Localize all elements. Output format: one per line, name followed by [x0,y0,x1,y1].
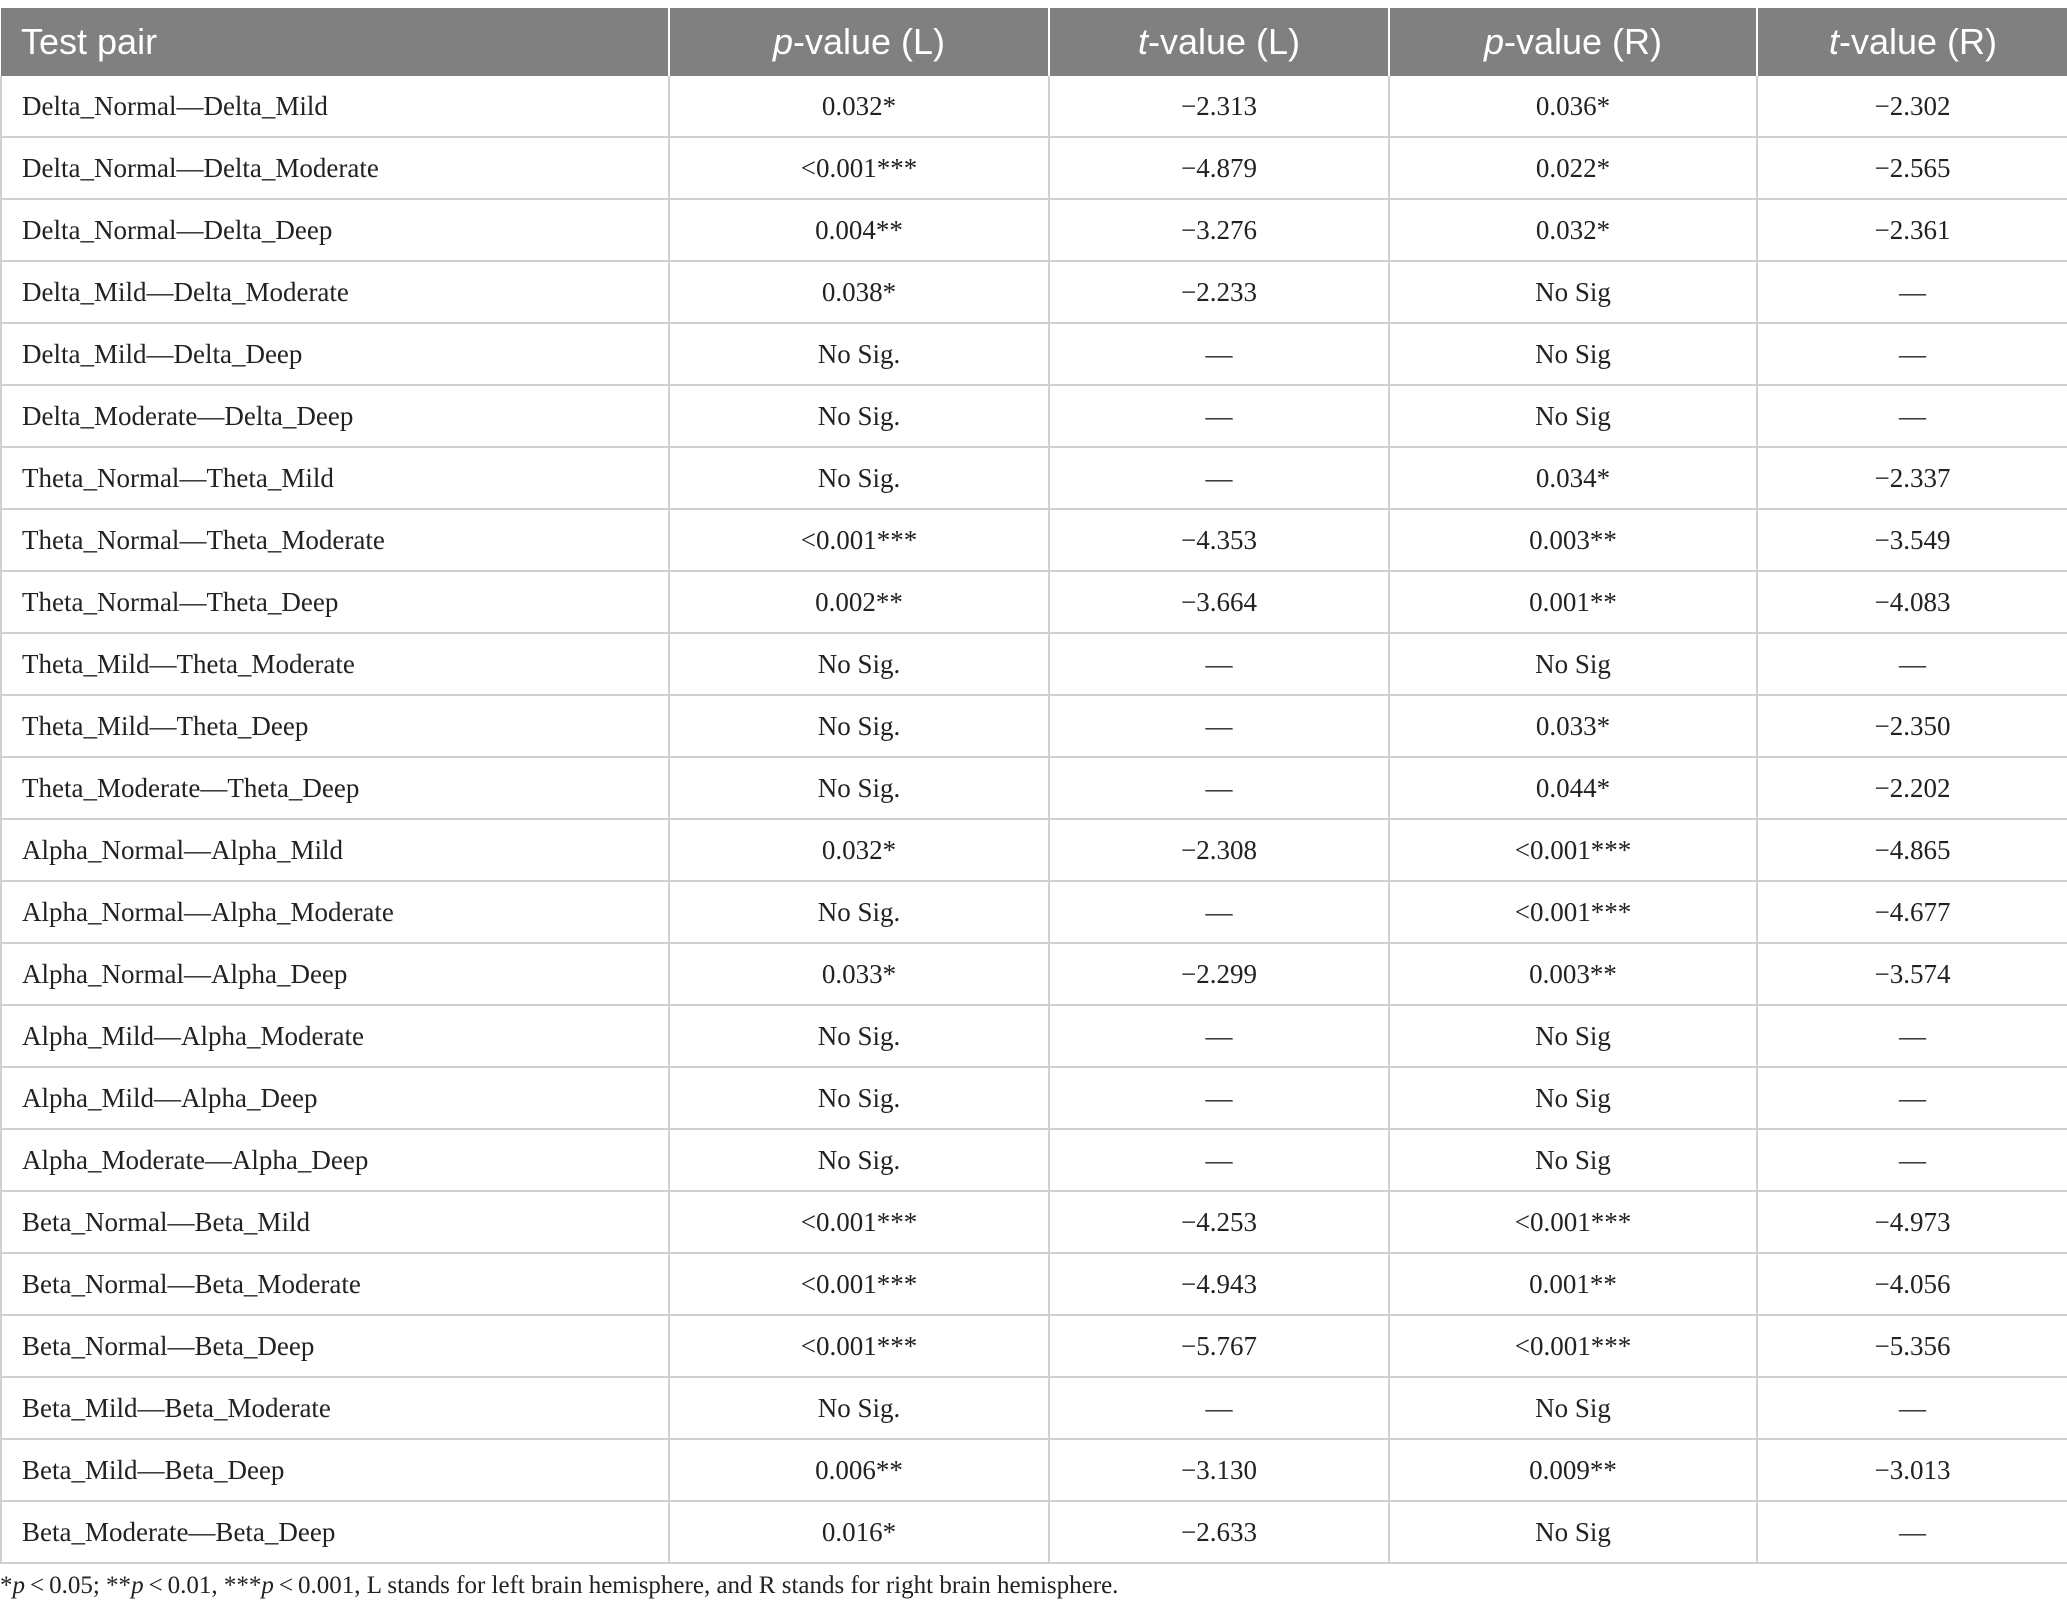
table-row [1,261,2067,323]
cell-p-value-right: 0.032* [1389,199,1757,261]
cell-test-pair: Delta_Mild—Delta_Moderate [1,261,669,323]
cell-test-pair: Beta_Mild—Beta_Moderate [1,1377,669,1439]
cell-test-pair: Delta_Normal—Delta_Mild [1,76,669,137]
cell-test-pair: Delta_Normal—Delta_Moderate [1,137,669,199]
cell-p-value-right: No Sig [1389,1067,1757,1129]
cell-t-value-left: −2.299 [1049,943,1389,1005]
table-row [1,695,2067,757]
footnote-part: * [0,1572,13,1599]
cell-t-value-right: −4.973 [1757,1191,2067,1253]
header-test-pair: Test pair [1,8,669,76]
cell-t-value-left: −4.253 [1049,1191,1389,1253]
table-row [1,1129,2067,1191]
cell-test-pair: Theta_Mild—Theta_Deep [1,695,669,757]
cell-t-value-right: −2.350 [1757,695,2067,757]
header-p-value-left: p-value (L) [669,8,1049,76]
cell-p-value-left: <0.001*** [669,1315,1049,1377]
cell-t-value-left: — [1049,695,1389,757]
cell-t-value-right: −4.865 [1757,819,2067,881]
cell-t-value-right: — [1757,1005,2067,1067]
cell-p-value-right: No Sig [1389,323,1757,385]
cell-t-value-right: — [1757,261,2067,323]
table-row [1,509,2067,571]
header-t-value-left: t-value (L) [1049,8,1389,76]
cell-p-value-left: No Sig. [669,1067,1049,1129]
cell-t-value-left: −4.353 [1049,509,1389,571]
cell-t-value-right: −2.302 [1757,76,2067,137]
cell-test-pair: Theta_Normal—Theta_Mild [1,447,669,509]
cell-t-value-right: — [1757,1501,2067,1563]
table-row [1,447,2067,509]
cell-p-value-left: No Sig. [669,695,1049,757]
cell-p-value-left: No Sig. [669,385,1049,447]
table-row [1,385,2067,447]
results-table [0,8,2067,1564]
cell-t-value-right: −2.202 [1757,757,2067,819]
cell-t-value-right: −2.361 [1757,199,2067,261]
cell-t-value-left: −2.633 [1049,1501,1389,1563]
cell-t-value-right: — [1757,1067,2067,1129]
cell-t-value-left: — [1049,881,1389,943]
cell-p-value-right: <0.001*** [1389,1191,1757,1253]
footnote-part: p [261,1572,274,1599]
cell-test-pair: Alpha_Mild—Alpha_Deep [1,1067,669,1129]
cell-t-value-left: — [1049,447,1389,509]
cell-t-value-right: −4.083 [1757,571,2067,633]
table-row [1,1377,2067,1439]
cell-p-value-left: <0.001*** [669,137,1049,199]
cell-t-value-left: −2.313 [1049,76,1389,137]
cell-test-pair: Alpha_Normal—Alpha_Deep [1,943,669,1005]
table-row [1,1253,2067,1315]
cell-t-value-right: — [1757,1377,2067,1439]
cell-test-pair: Delta_Moderate—Delta_Deep [1,385,669,447]
cell-t-value-right: −5.356 [1757,1315,2067,1377]
cell-t-value-left: — [1049,323,1389,385]
cell-p-value-left: No Sig. [669,633,1049,695]
cell-test-pair: Beta_Normal—Beta_Deep [1,1315,669,1377]
cell-p-value-left: No Sig. [669,881,1049,943]
cell-p-value-left: 0.033* [669,943,1049,1005]
cell-test-pair: Beta_Moderate—Beta_Deep [1,1501,669,1563]
cell-t-value-left: −4.943 [1049,1253,1389,1315]
cell-p-value-left: No Sig. [669,323,1049,385]
cell-p-value-right: 0.001** [1389,571,1757,633]
table-row [1,1315,2067,1377]
table-row [1,943,2067,1005]
cell-p-value-right: 0.033* [1389,695,1757,757]
cell-p-value-right: <0.001*** [1389,819,1757,881]
cell-t-value-right: −4.056 [1757,1253,2067,1315]
cell-p-value-left: <0.001*** [669,1253,1049,1315]
cell-test-pair: Beta_Mild—Beta_Deep [1,1439,669,1501]
cell-test-pair: Alpha_Mild—Alpha_Moderate [1,1005,669,1067]
cell-t-value-right: −3.549 [1757,509,2067,571]
cell-t-value-left: −4.879 [1049,137,1389,199]
cell-p-value-left: No Sig. [669,757,1049,819]
cell-test-pair: Delta_Normal—Delta_Deep [1,199,669,261]
cell-test-pair: Theta_Normal—Theta_Deep [1,571,669,633]
table-row [1,1067,2067,1129]
cell-t-value-left: −3.664 [1049,571,1389,633]
cell-t-value-left: −3.130 [1049,1439,1389,1501]
cell-t-value-left: — [1049,1377,1389,1439]
header-p-value-right: p-value (R) [1389,8,1757,76]
cell-p-value-left: 0.006** [669,1439,1049,1501]
cell-t-value-right: −3.013 [1757,1439,2067,1501]
header-t-value-right: t-value (R) [1757,8,2067,76]
table-row [1,819,2067,881]
cell-p-value-left: No Sig. [669,447,1049,509]
table-body [1,76,2067,1563]
cell-t-value-right: — [1757,323,2067,385]
cell-t-value-left: — [1049,1129,1389,1191]
cell-p-value-left: 0.032* [669,76,1049,137]
cell-p-value-right: 0.034* [1389,447,1757,509]
cell-p-value-right: 0.001** [1389,1253,1757,1315]
table-footnote [0,1572,1118,1600]
cell-p-value-right: 0.036* [1389,76,1757,137]
cell-p-value-right: <0.001*** [1389,881,1757,943]
cell-t-value-right: — [1757,385,2067,447]
cell-t-value-right: −4.677 [1757,881,2067,943]
footnote-part: < 0.001, L stands for left brain hemisphere, and R stands for right brain hemisphere. [273,1572,1119,1599]
cell-t-value-right: −2.337 [1757,447,2067,509]
cell-p-value-left: 0.002** [669,571,1049,633]
cell-p-value-right: No Sig [1389,1005,1757,1067]
cell-t-value-left: — [1049,633,1389,695]
cell-t-value-right: −3.574 [1757,943,2067,1005]
cell-t-value-left: — [1049,385,1389,447]
footnote-part: < 0.05; ** [25,1572,132,1599]
table-row [1,757,2067,819]
cell-test-pair: Beta_Normal—Beta_Mild [1,1191,669,1253]
footnote-part: p [12,1572,25,1599]
cell-t-value-left: — [1049,757,1389,819]
table-row [1,76,2067,137]
table-row [1,633,2067,695]
cell-test-pair: Theta_Moderate—Theta_Deep [1,757,669,819]
cell-test-pair: Alpha_Normal—Alpha_Moderate [1,881,669,943]
cell-t-value-left: −2.233 [1049,261,1389,323]
results-table-container [0,8,2067,1564]
cell-p-value-right: 0.003** [1389,943,1757,1005]
cell-p-value-left: 0.032* [669,819,1049,881]
cell-t-value-left: — [1049,1067,1389,1129]
cell-t-value-left: −5.767 [1049,1315,1389,1377]
cell-p-value-right: No Sig [1389,1501,1757,1563]
footnote-part: < 0.01, *** [143,1572,262,1599]
cell-p-value-left: <0.001*** [669,1191,1049,1253]
cell-p-value-right: 0.044* [1389,757,1757,819]
table-row [1,1439,2067,1501]
cell-t-value-right: −2.565 [1757,137,2067,199]
cell-p-value-left: 0.004** [669,199,1049,261]
cell-test-pair: Theta_Mild—Theta_Moderate [1,633,669,695]
table-row [1,571,2067,633]
cell-test-pair: Alpha_Moderate—Alpha_Deep [1,1129,669,1191]
cell-p-value-right: 0.003** [1389,509,1757,571]
cell-p-value-right: No Sig [1389,261,1757,323]
cell-p-value-right: No Sig [1389,1129,1757,1191]
cell-t-value-left: −2.308 [1049,819,1389,881]
cell-t-value-left: −3.276 [1049,199,1389,261]
cell-p-value-left: No Sig. [669,1377,1049,1439]
cell-p-value-left: <0.001*** [669,509,1049,571]
table-row [1,199,2067,261]
table-row [1,1005,2067,1067]
cell-test-pair: Beta_Normal—Beta_Moderate [1,1253,669,1315]
cell-p-value-right: <0.001*** [1389,1315,1757,1377]
cell-p-value-right: 0.022* [1389,137,1757,199]
table-row [1,1191,2067,1253]
footnote-part: p [131,1572,144,1599]
cell-p-value-left: 0.016* [669,1501,1049,1563]
cell-p-value-right: No Sig [1389,1377,1757,1439]
cell-t-value-right: — [1757,633,2067,695]
cell-test-pair: Theta_Normal—Theta_Moderate [1,509,669,571]
cell-p-value-left: 0.038* [669,261,1049,323]
cell-t-value-left: — [1049,1005,1389,1067]
cell-t-value-right: — [1757,1129,2067,1191]
cell-test-pair: Delta_Mild—Delta_Deep [1,323,669,385]
table-header-row [1,8,2067,76]
cell-p-value-left: No Sig. [669,1005,1049,1067]
cell-test-pair: Alpha_Normal—Alpha_Mild [1,819,669,881]
cell-p-value-right: 0.009** [1389,1439,1757,1501]
cell-p-value-right: No Sig [1389,385,1757,447]
table-row [1,881,2067,943]
cell-p-value-left: No Sig. [669,1129,1049,1191]
cell-p-value-right: No Sig [1389,633,1757,695]
table-row [1,323,2067,385]
table-row [1,1501,2067,1563]
table-row [1,137,2067,199]
